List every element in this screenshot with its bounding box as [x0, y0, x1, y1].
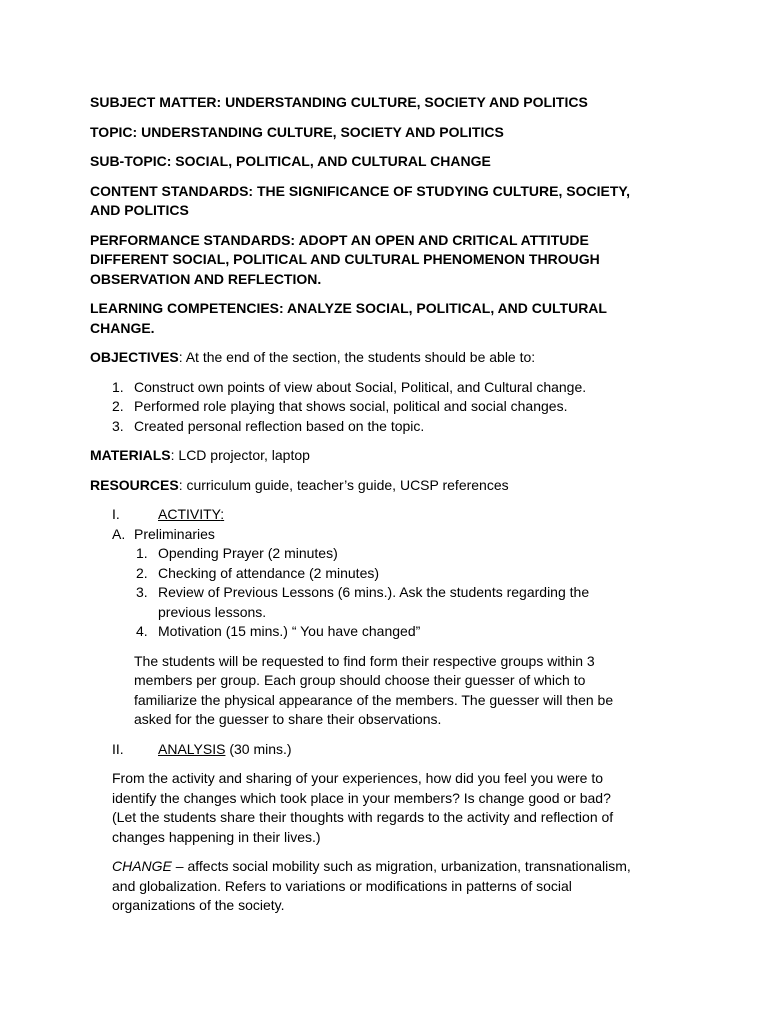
subject-matter-heading: SUBJECT MATTER: UNDERSTANDING CULTURE, SOCIETY AND POLITICS — [90, 94, 588, 110]
objective-text: Performed role playing that shows social, political and social changes. — [134, 398, 568, 414]
materials-text: : LCD projector, laptop — [170, 447, 310, 463]
objectives-text: : At the end of the section, the students should be able to: — [178, 349, 536, 365]
activity-description-line: members per group. Each group should choose their guesser of which to — [134, 672, 586, 688]
analysis-paragraph-line: changes happening in their lives.) — [112, 828, 321, 845]
resources-line — [90, 476, 690, 496]
activity-section-heading — [90, 505, 690, 525]
performance-standards-line-3: OBSERVATION AND REFLECTION. — [90, 270, 322, 287]
change-definition-line: and globalization. Refers to variations or modifications in patterns of social — [112, 877, 572, 894]
preliminary-text-continued: previous lessons. — [158, 603, 267, 620]
objective-text: Created personal reflection based on the topic. — [134, 417, 425, 434]
objective-number: 2. — [112, 398, 124, 414]
materials-label: MATERIALS — [90, 447, 171, 463]
change-definition-line — [112, 857, 690, 877]
analysis-paragraph-line: identify the changes which took place in your members? Is change good or bad? — [112, 789, 611, 806]
analysis-number: II. — [112, 740, 124, 757]
preliminary-text: Review of Previous Lessons (6 mins.). Ask the students regarding the — [158, 584, 590, 600]
activity-description-line: familiarize the physical appearance of the members. The guesser will then be — [134, 691, 614, 708]
preliminary-number: 2. — [136, 564, 148, 581]
activity-description-line: asked for the guesser to share their observations. — [134, 711, 442, 727]
resources-label: RESOURCES — [90, 476, 179, 493]
objective-number: 3. — [112, 417, 124, 434]
objective-number: 1. — [112, 378, 124, 395]
activity-number: I. — [112, 506, 120, 522]
objective-item — [90, 378, 690, 398]
performance-standards-line-1: PERFORMANCE STANDARDS: ADOPT AN OPEN AND CRITICAL ATTITUDE — [90, 231, 589, 248]
preliminary-item — [90, 583, 690, 622]
analysis-paragraph — [112, 769, 690, 847]
activity-description-line: The students will be requested to find form their respective groups within 3 — [134, 652, 595, 669]
sub-topic-heading: SUB-TOPIC: SOCIAL, POLITICAL, AND CULTURAL CHANGE — [90, 153, 491, 169]
change-term: CHANGE — [112, 858, 172, 874]
materials-line — [90, 446, 690, 466]
performance-standards-line-2: DIFFERENT SOCIAL, POLITICAL AND CULTURAL PHENOMENON THROUGH — [90, 251, 600, 267]
objectives-list — [90, 378, 690, 437]
analysis-title: ANALYSIS — [158, 740, 226, 757]
change-definition-text: – affects social mobility such as migration, urbanization, transnationalism, — [171, 858, 631, 874]
analysis-paragraph-line: (Let the students share their thoughts with regards to the activity and reflection of — [112, 809, 614, 825]
analysis-paragraph-line: From the activity and sharing of your experiences, how did you feel you were to — [112, 770, 604, 786]
content-standards-line-1: CONTENT STANDARDS: THE SIGNIFICANCE OF STUDYING CULTURE, SOCIETY, — [90, 182, 631, 199]
preliminaries-title: Preliminaries — [134, 525, 215, 542]
analysis-section-heading — [90, 740, 690, 760]
preliminary-text: Opending Prayer (2 minutes) — [158, 545, 338, 561]
preliminary-number: 1. — [136, 545, 148, 561]
activity-description — [134, 652, 690, 730]
preliminary-item — [90, 564, 690, 584]
topic-heading: TOPIC: UNDERSTANDING CULTURE, SOCIETY AND POLITICS — [90, 123, 504, 140]
preliminary-item — [90, 622, 690, 642]
change-definition — [112, 857, 690, 916]
analysis-duration: (30 mins.) — [225, 740, 292, 757]
preliminaries-letter: A. — [112, 525, 126, 542]
objective-item — [90, 417, 690, 437]
preliminaries-list — [90, 544, 690, 642]
objective-item — [90, 397, 690, 417]
activity-title: ACTIVITY — [158, 506, 221, 522]
content-standards-line-2: AND POLITICS — [90, 202, 189, 218]
activity-title-suffix: : — [220, 506, 225, 522]
objectives-label: OBJECTIVES — [90, 349, 179, 365]
learning-competencies-line-2: CHANGE. — [90, 319, 155, 336]
learning-competencies-heading — [90, 299, 690, 338]
preliminary-item — [90, 544, 690, 564]
preliminaries-heading — [90, 525, 690, 545]
preliminary-text: Motivation (15 mins.) “ You have changed” — [158, 623, 421, 639]
performance-standards-heading — [90, 231, 690, 290]
learning-competencies-line-1: LEARNING COMPETENCIES: ANALYZE SOCIAL, POLITICAL, AND CULTURAL — [90, 300, 607, 316]
change-definition-line: organizations of the society. — [112, 897, 285, 913]
preliminary-text: Checking of attendance (2 minutes) — [158, 564, 380, 581]
document-page — [90, 93, 690, 926]
content-standards-heading — [90, 182, 690, 221]
objectives-intro — [90, 348, 690, 368]
preliminary-number: 3. — [136, 584, 148, 600]
preliminary-number: 4. — [136, 623, 148, 639]
objective-text: Construct own points of view about Social, Political, and Cultural change. — [134, 378, 587, 395]
resources-text: : curriculum guide, teacher’s guide, UCSP references — [178, 476, 509, 493]
